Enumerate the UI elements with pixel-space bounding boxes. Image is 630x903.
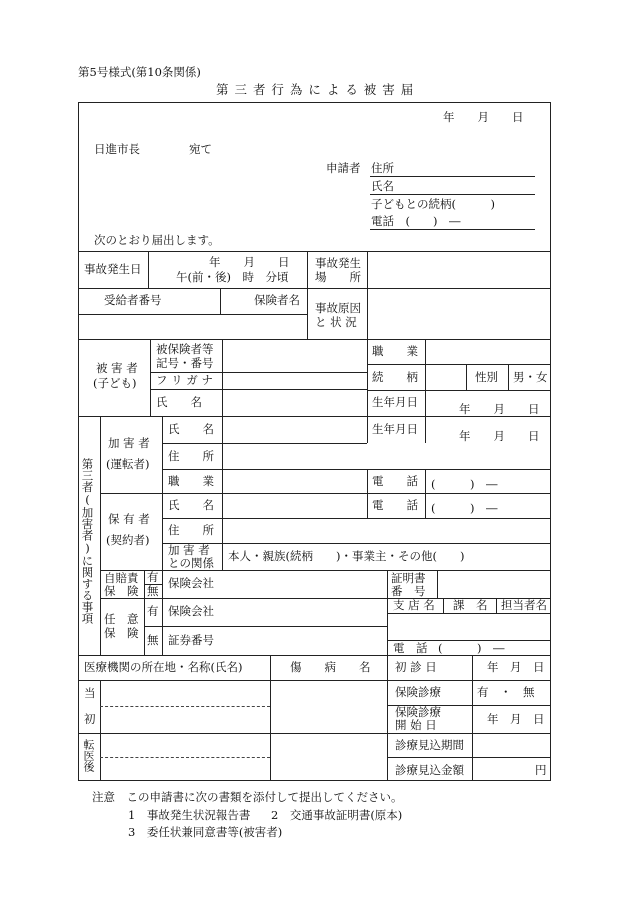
owner-name-label: 氏 名: [168, 498, 214, 512]
assailant-phone-label: 電 話: [372, 474, 418, 488]
accident-cause-label-1: 事故原因: [315, 301, 361, 315]
certificate-number-label-1: 証明書: [391, 571, 426, 585]
accident-cause-label-2: と 状 況: [315, 315, 357, 329]
transfer-label: 転医後: [82, 739, 95, 772]
assailant-address-label: 住 所: [168, 449, 214, 463]
form-number: 第5号様式(第10条関係): [78, 65, 201, 79]
accident-place-label-2: 場 所: [315, 270, 361, 284]
assailant-birthdate-label: 生年月日: [372, 422, 418, 436]
voluntary-insurance-label-1: 任 意: [104, 612, 139, 626]
victim-birthdate-label: 生年月日: [372, 395, 418, 409]
initial-label-2: 初: [84, 712, 96, 726]
victim-gender-label: 性別: [475, 370, 498, 384]
owner-phone-value[interactable]: ( ) ―: [431, 501, 498, 515]
insured-number-label-1: 被保険者等: [156, 342, 214, 356]
assailant-label-2: (運転者): [106, 457, 150, 471]
insured-number-label-2: 記号・番号: [156, 356, 214, 370]
first-visit-value[interactable]: 年 月 日: [487, 660, 545, 674]
treatment-start-label-1: 保険診療: [395, 705, 441, 719]
owner-label-2: (契約者): [106, 533, 150, 547]
relation-to-assailant-label-1: 加 害 者: [168, 543, 210, 557]
accident-date-label: 事故発生日: [84, 262, 142, 276]
notes-item-3: 3 委任状兼同意書等(被害者): [128, 825, 283, 839]
victim-gender-value[interactable]: 男・女: [513, 370, 548, 384]
relation-to-assailant-label-2: との関係: [168, 556, 214, 570]
third-party-section-label: 第三者(加害者)に関する事項: [80, 458, 95, 624]
insurer-phone-label: 電 話: [393, 641, 428, 655]
victim-name-label: 氏 名: [156, 395, 202, 409]
relation-to-assailant-options[interactable]: 本人・親族(続柄 )・事業主・その他( ): [228, 549, 465, 563]
applicant-address-label[interactable]: 住所: [371, 161, 394, 175]
treatment-start-label-2: 開 始 日: [395, 718, 437, 732]
policy-number-label: 証券番号: [168, 633, 214, 647]
applicant-phone-label[interactable]: 電話 ( ) ―: [371, 214, 461, 228]
voluntary-none-option[interactable]: 無: [147, 633, 159, 647]
victim-label-2: (子ども): [93, 376, 137, 390]
voluntary-has-option[interactable]: 有: [147, 604, 159, 618]
recipient-number-label: 受給者番号: [104, 293, 162, 307]
initial-label-1: 当: [84, 686, 96, 700]
submission-notice: 次のとおり届出します。: [94, 233, 220, 247]
assailant-occupation-label: 職 業: [168, 474, 214, 488]
compulsory-has-option[interactable]: 有: [147, 570, 159, 584]
assailant-birthdate-value[interactable]: 年 月 日: [459, 429, 540, 443]
compulsory-none-option[interactable]: 無: [147, 584, 159, 598]
applicant-label: 申請者: [326, 161, 361, 175]
accident-place-label-1: 事故発生: [315, 256, 361, 270]
applicant-name-label[interactable]: 氏名: [371, 179, 394, 193]
insured-name-label: 保険者名: [254, 293, 300, 307]
compulsory-insurer-label: 保険会社: [168, 576, 214, 590]
yen-label: 円: [535, 763, 547, 777]
certificate-number-label-2: 番 号: [391, 584, 426, 598]
expected-amount-label: 診療見込金額: [395, 763, 464, 777]
compulsory-insurance-label-1: 自賠責: [104, 571, 139, 585]
notes-intro: 注意 この申請書に次の書類を添付して提出してください。: [92, 790, 403, 804]
treatment-start-value[interactable]: 年 月 日: [487, 712, 545, 726]
addressee: 日進市長: [94, 142, 140, 156]
accident-date-line1[interactable]: 年 月 日: [209, 255, 290, 269]
addressee-suffix: 宛て: [189, 142, 212, 156]
victim-furigana-label: フ リ ガ ナ: [156, 373, 213, 387]
assailant-label-1: 加 害 者: [108, 436, 150, 450]
victim-relation-label: 続 柄: [372, 370, 418, 384]
owner-phone-label: 電 話: [372, 498, 418, 512]
insurer-phone-value[interactable]: ( ) ―: [438, 641, 505, 655]
injury-name-label: 傷 病 名: [290, 660, 371, 674]
page-title: 第 三 者 行 為 に よ る 被 害 届: [216, 82, 415, 97]
victim-occupation-label: 職 業: [372, 344, 418, 358]
expected-period-label: 診療見込期間: [395, 738, 464, 752]
victim-birthdate-value[interactable]: 年 月 日: [459, 402, 540, 416]
voluntary-insurance-label-2: 保 険: [104, 626, 139, 640]
submission-date: 年 月 日: [443, 110, 524, 124]
section-name-label: 課 名: [453, 598, 488, 612]
assailant-name-label: 氏 名: [168, 422, 214, 436]
notes-item-2: 2 交通事故証明書(原本): [271, 808, 403, 822]
assailant-phone-value[interactable]: ( ) ―: [431, 477, 498, 491]
owner-label-1: 保 有 者: [108, 512, 150, 526]
insurance-treatment-label: 保険診療: [395, 685, 441, 699]
victim-label-1: 被 害 者: [96, 361, 138, 375]
branch-name-label: 支 店 名: [393, 598, 435, 612]
first-visit-label: 初 診 日: [395, 660, 437, 674]
owner-address-label: 住 所: [168, 523, 214, 537]
staff-name-label: 担当者名: [501, 598, 547, 612]
insurance-treatment-value[interactable]: 有 ・ 無: [477, 685, 535, 699]
voluntary-insurer-label: 保険会社: [168, 604, 214, 618]
applicant-relation-label[interactable]: 子どもとの続柄( ): [371, 197, 495, 211]
notes-item-1: 1 事故発生状況報告書: [128, 808, 251, 822]
accident-date-line2[interactable]: 午(前・後) 時 分頃: [176, 270, 289, 284]
medical-institution-label: 医療機関の所在地・名称(氏名): [84, 660, 243, 674]
compulsory-insurance-label-2: 保 険: [104, 584, 139, 598]
